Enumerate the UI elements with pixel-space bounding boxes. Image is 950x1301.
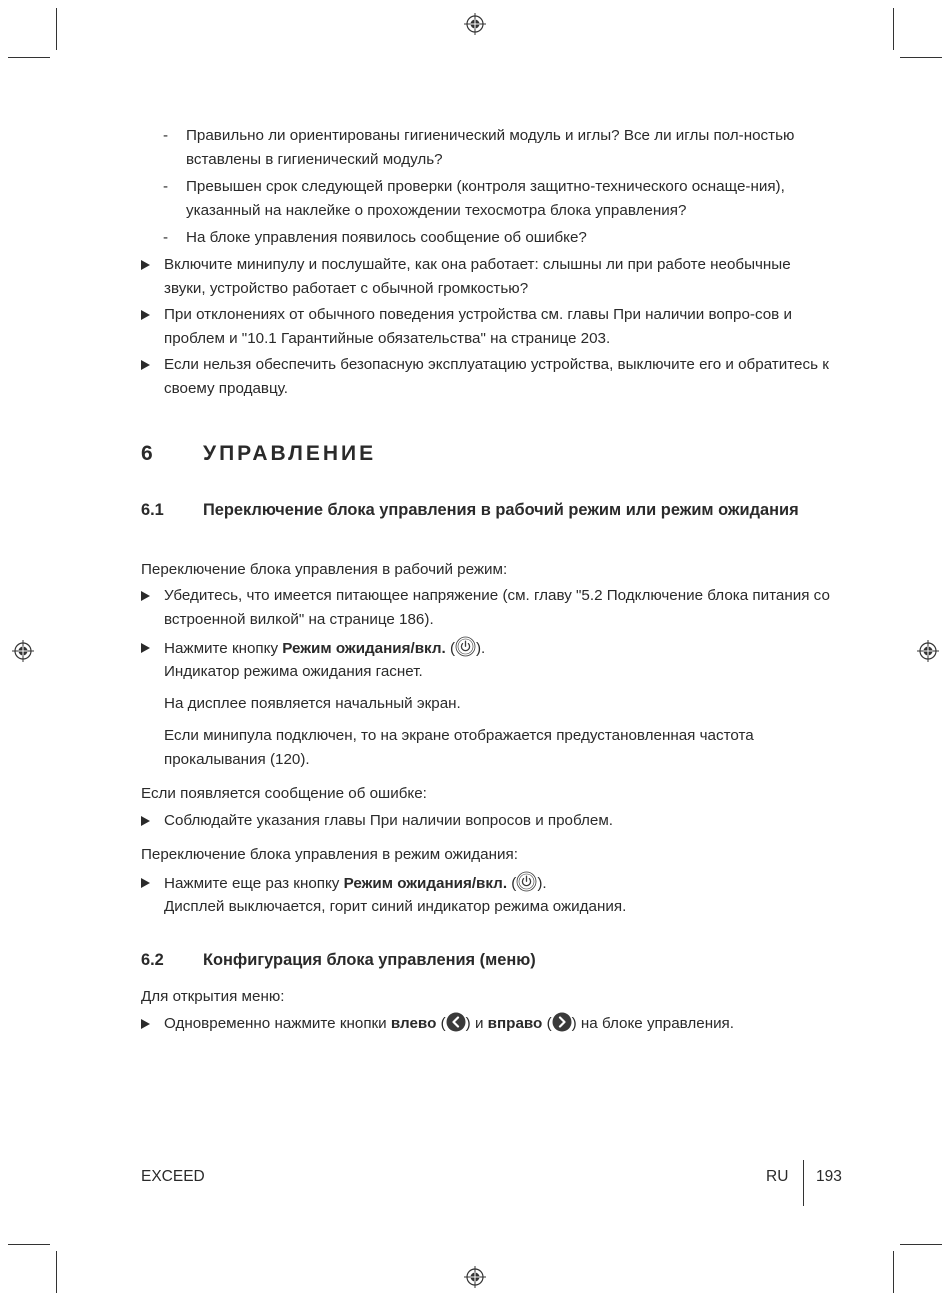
triangle-bullet-icon — [141, 310, 150, 320]
paragraph: Для открытия меню: — [141, 988, 285, 1005]
paren-close: ) — [465, 1015, 471, 1032]
crop-mark — [893, 8, 894, 50]
registration-mark-icon — [464, 1266, 486, 1288]
instruction-bullet — [141, 353, 831, 401]
dash-marker: - — [163, 178, 169, 195]
result-text: Индикатор режима ожидания гаснет. — [164, 663, 423, 680]
bullet-text — [164, 871, 831, 896]
power-standby-icon — [516, 871, 537, 892]
instruction-bullet — [141, 809, 831, 833]
instruction-bullet — [141, 584, 831, 632]
triangle-bullet-icon — [141, 1019, 150, 1029]
paragraph: Переключение блока управления в рабочий режим: — [141, 561, 508, 578]
section-title: Конфигурация блока управления (меню) — [203, 951, 536, 969]
paren-close: ). — [537, 875, 547, 892]
footer-divider — [803, 1160, 804, 1206]
triangle-bullet-icon — [141, 878, 150, 888]
and-word: и — [474, 1015, 484, 1032]
result-text: Если минипула подключен, то на экране отображается предустановленная частота прокалывания (120). — [164, 727, 754, 768]
paren-open: ( — [440, 1015, 446, 1032]
instruction-bullet — [141, 871, 831, 896]
arrow-left-circle-icon — [446, 1012, 466, 1032]
triangle-bullet-icon — [141, 591, 150, 601]
bullet-text: Соблюдайте указания главы При наличии вопросов и проблем. — [164, 812, 613, 829]
crop-mark — [56, 8, 57, 50]
bullet-text: Включите минипулу и послушайте, как она работает: слышны ли при работе необычные звуки, устройство работает с обычной громкостью? — [164, 256, 791, 297]
checklist-text: Правильно ли ориентированы гигиенический модуль и иглы? Все ли иглы пол-ностью вставлены в гигиенический модуль? — [186, 127, 795, 168]
section-heading — [141, 948, 831, 972]
paren-open: ( — [546, 1015, 552, 1032]
section-number: 6.2 — [141, 951, 164, 969]
crop-mark — [900, 57, 942, 58]
chapter-number: 6 — [141, 442, 156, 465]
checklist-text: На блоке управления появилось сообщение об ошибке? — [186, 229, 587, 246]
paren-close: ). — [476, 640, 486, 657]
triangle-bullet-icon — [141, 360, 150, 370]
crop-mark — [56, 1251, 57, 1293]
power-standby-icon — [455, 636, 476, 657]
button-name: Режим ожидания/вкл. — [282, 640, 446, 657]
section-heading — [141, 498, 831, 522]
result-text: На дисплее появляется начальный экран. — [164, 695, 461, 712]
press-prefix: Одновременно нажмите кнопки — [164, 1015, 387, 1032]
chapter-title: УПРАВЛЕНИЕ — [203, 442, 377, 465]
checklist-item — [163, 226, 833, 250]
instruction-bullet — [141, 253, 831, 301]
triangle-bullet-icon — [141, 816, 150, 826]
dash-marker: - — [163, 127, 169, 144]
instruction-bullet — [141, 636, 831, 661]
result-text: Дисплей выключается, горит синий индикатор режима ожидания. — [164, 898, 627, 915]
press-prefix: Нажмите еще раз кнопку — [164, 875, 340, 892]
bullet-text — [164, 636, 831, 661]
section-number: 6.1 — [141, 501, 164, 519]
triangle-bullet-icon — [141, 643, 150, 653]
paren-close: ) — [571, 1015, 577, 1032]
triangle-bullet-icon — [141, 260, 150, 270]
arrow-right-circle-icon — [552, 1012, 572, 1032]
crop-mark — [8, 57, 50, 58]
crop-mark — [893, 1251, 894, 1293]
registration-mark-icon — [464, 13, 486, 35]
checklist-item — [163, 175, 833, 223]
crop-mark — [900, 1244, 942, 1245]
dash-marker: - — [163, 229, 169, 246]
paren-open: ( — [511, 875, 517, 892]
paragraph: Если появляется сообщение об ошибке: — [141, 785, 427, 802]
checklist-text: Превышен срок следующей проверки (контроля защитно-технического оснаще-ния), указанный на наклейке о прохождении техосмотра блока управления? — [186, 178, 785, 219]
crop-mark — [8, 1244, 50, 1245]
bullet-text: Если нельзя обеспечить безопасную эксплуатацию устройства, выключите его и обратитесь к своему продавцу. — [164, 356, 829, 397]
bullet-text: При отклонениях от обычного поведения устройства см. главы При наличии вопро-сов и проблем и "10.1 Гарантийные обязательства" на странице 203. — [164, 306, 792, 347]
checklist-item — [163, 124, 833, 172]
press-prefix: Нажмите кнопку — [164, 640, 279, 657]
page-number: 193 — [816, 1168, 842, 1185]
section-title: Переключение блока управления в рабочий режим или режим ожидания — [203, 501, 799, 519]
right-button-label: вправо — [487, 1015, 543, 1032]
left-button-label: влево — [390, 1015, 437, 1032]
button-name: Режим ожидания/вкл. — [343, 875, 508, 892]
instruction-bullet — [141, 303, 831, 351]
instruction-bullet — [141, 1012, 831, 1036]
registration-mark-icon — [12, 640, 34, 662]
footer-brand: EXCEED — [141, 1168, 205, 1185]
registration-mark-icon — [917, 640, 939, 662]
footer-language: RU — [766, 1168, 789, 1185]
paragraph: Переключение блока управления в режим ожидания: — [141, 846, 518, 863]
bullet-text: Убедитесь, что имеется питающее напряжение (см. главу "5.2 Подключение блока питания со встроенной вилкой" на странице 186). — [164, 587, 830, 628]
suffix-text: на блоке управления. — [580, 1015, 735, 1032]
bullet-text — [164, 1012, 831, 1036]
paren-open: ( — [449, 640, 455, 657]
